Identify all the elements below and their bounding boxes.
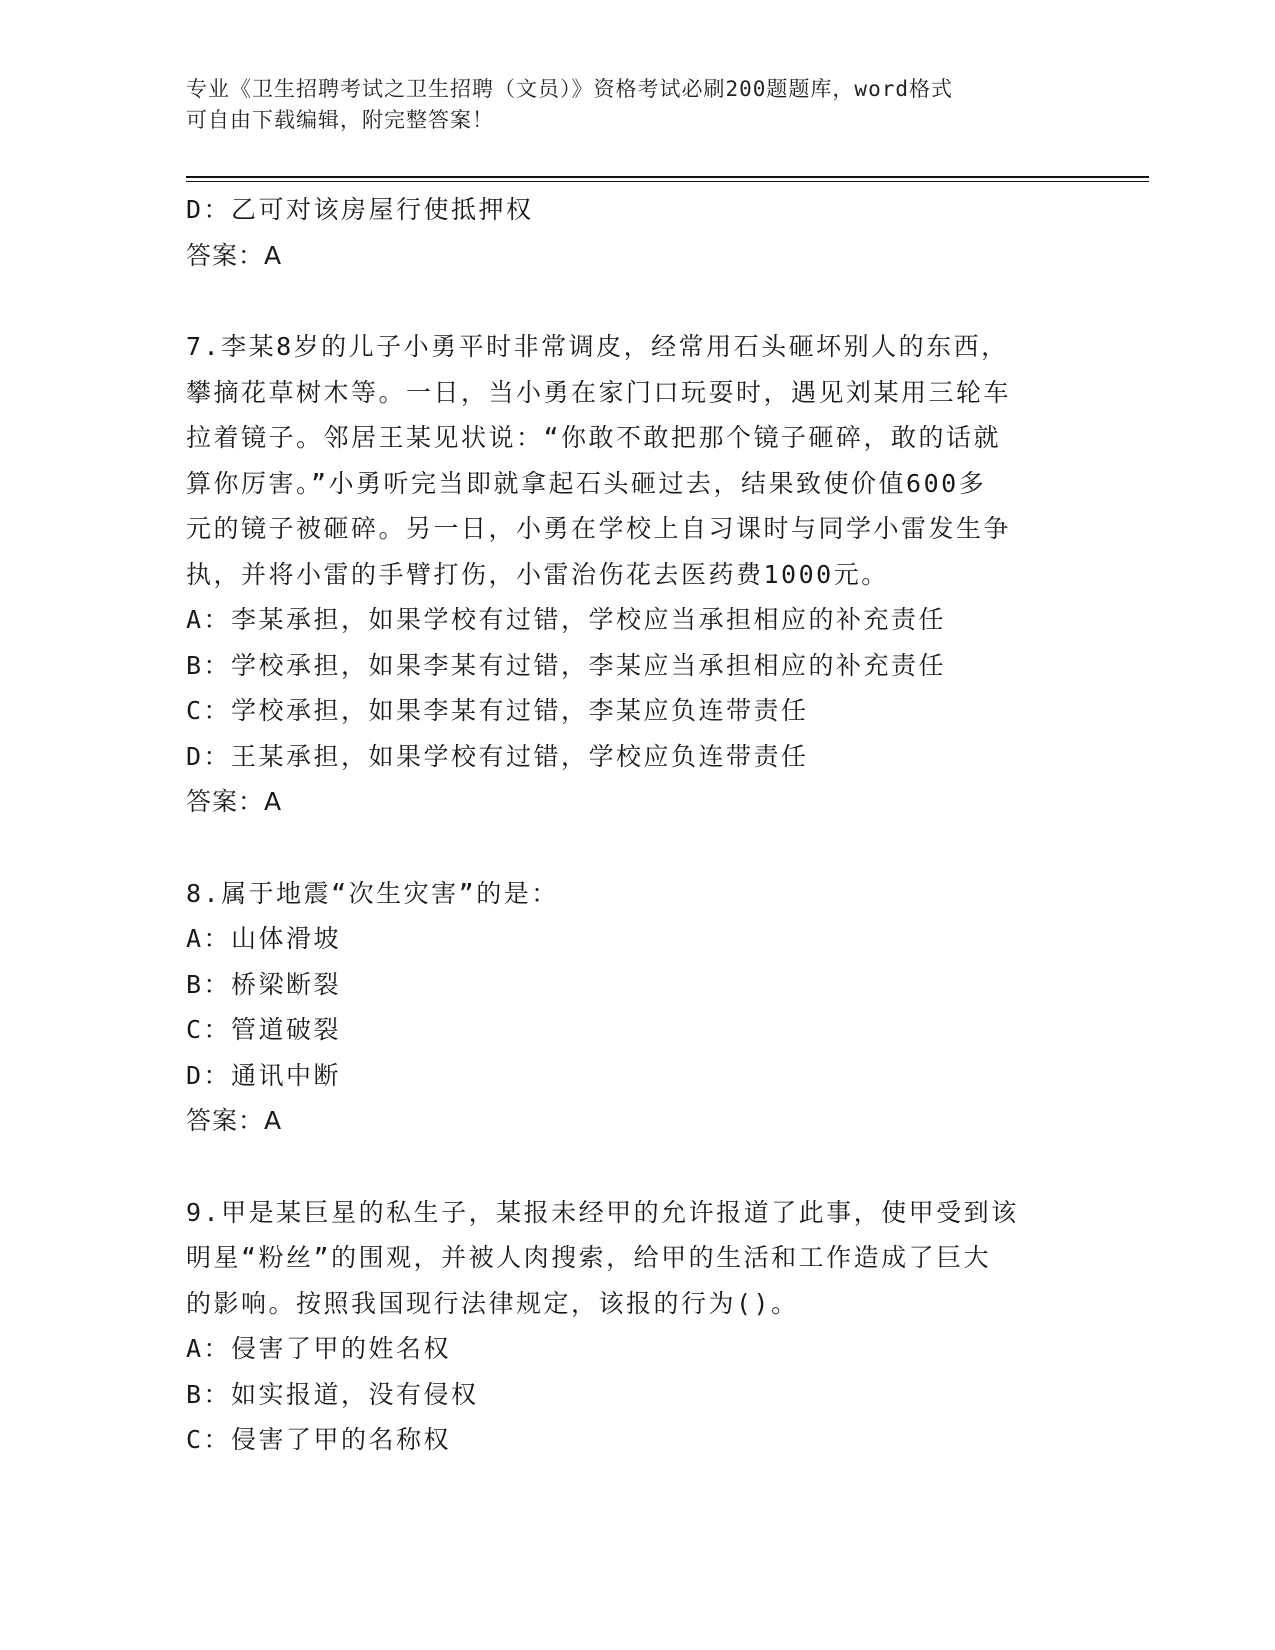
question-9-option-b: B：如实报道，没有侵权 [186,1379,479,1409]
question-9-stem-line: 的影响。按照我国现行法律规定，该报的行为()。 [186,1288,799,1318]
question-7-option-c: C：学校承担，如果李某有过错，李某应负连带责任 [186,696,809,725]
question-7-stem-line: 元的镜子被砸碎。另一日，小勇在学校上自习课时与同学小雷发生争 [186,514,1012,543]
question-7-stem-line: 攀摘花草树木等。一日，当小勇在家门口玩耍时，遇见刘某用三轮车 [186,377,1012,407]
question-7-option-d: D：王某承担，如果学校有过错，学校应负连带责任 [186,741,809,771]
question-8-option-d: D：通讯中断 [186,1060,342,1090]
header-divider-thick [186,176,1149,178]
question-6-answer: 答案：A [186,240,283,270]
question-7-stem-line: 算你厉害。”小勇听完当即就拿起石头砸过去，结果致使价值600多 [186,468,987,498]
header-divider-thin [186,181,1149,182]
question-7 [186,324,1066,825]
question-8-stem-line: 8.属于地震“次生灾害”的是： [186,878,559,908]
question-9 [186,1190,1066,1463]
question-content [186,187,1066,1463]
question-6-option-d: D：乙可对该房屋行使抵押权 [186,195,534,224]
question-8-option-a: A：山体滑坡 [186,924,342,953]
question-9-option-c: C：侵害了甲的名称权 [186,1425,452,1454]
question-9-option-a: A：侵害了甲的姓名权 [186,1334,452,1363]
question-9-stem-line: 9.甲是某巨星的私生子，某报未经甲的允许报道了此事，使甲受到该 [186,1197,1019,1227]
header-line-1: 专业《卫生招聘考试之卫生招聘（文员）》资格考试必刷200题题库，word格式 [186,77,953,101]
question-7-stem-line: 执，并将小雷的手臂打伤，小雷治伤花去医药费1000元。 [186,559,889,589]
question-7-stem-line: 拉着镜子。邻居王某见状说：“你敢不敢把那个镜子砸碎，敢的话就 [186,423,1002,452]
question-8-option-b: B：桥梁断裂 [186,969,342,999]
question-7-option-b: B：学校承担，如果李某有过错，李某应当承担相应的补充责任 [186,650,947,680]
spacer [186,1144,1066,1190]
question-8-answer: 答案：A [186,1106,283,1135]
header-line-2: 可自由下载编辑，附完整答案！ [186,108,494,132]
question-8-option-c: C：管道破裂 [186,1015,342,1044]
question-8 [186,871,1066,1144]
question-7-option-a: A：李某承担，如果学校有过错，学校应当承担相应的补充责任 [186,605,947,634]
question-7-answer: 答案：A [186,787,283,816]
question-7-stem-line: 7.李某8岁的儿子小勇平时非常调皮，经常用石头砸坏别人的东西， [186,332,1009,361]
spacer [186,825,1066,871]
document-header [186,74,1066,136]
question-9-stem-line: 明星“粉丝”的围观，并被人肉搜索，给甲的生活和工作造成了巨大 [186,1243,992,1272]
spacer [186,278,1066,324]
